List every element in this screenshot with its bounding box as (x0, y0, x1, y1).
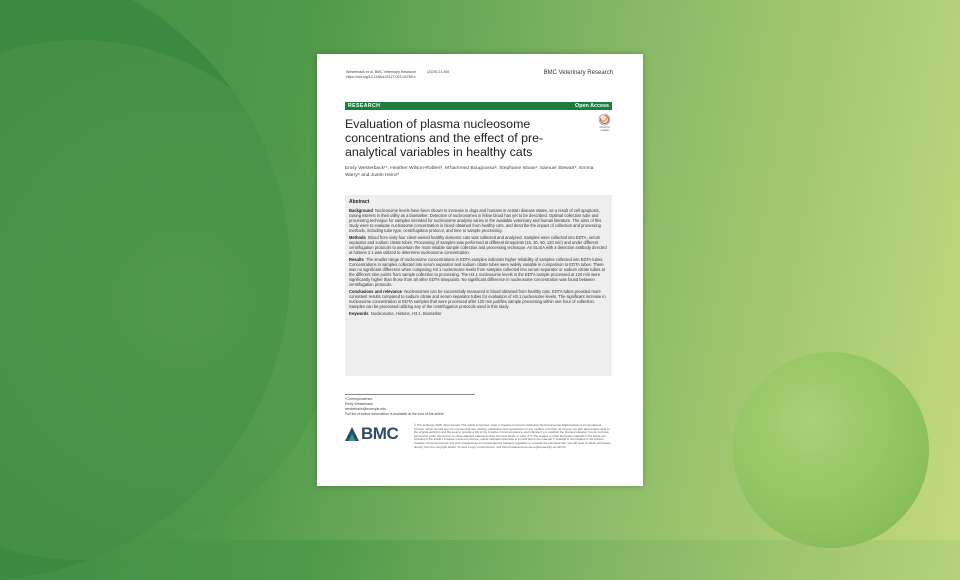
footnote-line: Full list of author information is available at the end of the article (345, 412, 444, 416)
author-list: Emily Westerback¹*, Heather Wilson-Robles², M'hammed Bougoussa³, Stephanie Istvan¹, Samuel Stewart⁴, Emma Warry⁵ and Justin Heinz² (345, 166, 594, 178)
correspondence-email[interactable]: westerback@example.edu (345, 407, 387, 411)
section-label: Keywords (349, 311, 369, 316)
abstract-methods (349, 235, 608, 255)
abstract-background (349, 208, 608, 233)
license-text: © The Author(s) 2025. Open Access This article is licensed under a Creative Commons Attribution-NonCommercial-NoDerivatives 4.0 International License, which permits any non-commercial use, sharing, distribution and reproduction in any medium or format, as long as you give appropriate credit to the original author(s) and the source, provide a link to the Creative Commons licence, and indicate if you modified the licensed material. You do not have permission under this licence to share adapted material derived from this article or parts of it. The images or other third party material in this article are included in the article's Creative Commons licence, unless indicated otherwise in a credit line to the material. If material is not included in the article's Creative Commons licence and your intended use is not permitted by statutory regulation or exceeds the permitted use, you will need to obtain permission directly from the copyright holder. To view a copy of this licence, visit http://creativecommons.org/licenses/by-nc-nd/4.0/. (414, 423, 611, 449)
bmc-logo (345, 425, 403, 443)
section-text: Blood from sixty-four client-owned healthy domestic cats was collected and analyzed. Samples were collected into EDTA, serum separator and sodium citrate tubes. Processing of samples was performed at different timepoints (15, 30, 60, 120 min) and under different centrifugation protocols to ascertain the most reliable sample collection and processing technique. An ELISA with a detection antibody directed at histone 3.1 was utilized to determine nucleosome concentration. (349, 235, 607, 255)
section-label: Background (349, 208, 373, 213)
footnote-line: *Correspondence: (345, 397, 374, 401)
section-label: Results (349, 257, 364, 262)
volume-reference: (2025) 21:355 (427, 70, 450, 74)
bmc-logo-text: BMC (361, 424, 399, 443)
citation-line: Westerback et al. BMC Veterinary Research (346, 70, 417, 74)
abstract-conclusions (349, 289, 608, 309)
background-circle-right (733, 352, 929, 548)
footnote-line: Emily Westerback (345, 402, 373, 406)
correspondence-footnote (345, 397, 444, 417)
abstract-keywords (349, 311, 608, 316)
article-page (317, 54, 643, 486)
section-text: Nucleosome levels have been shown to increase in dogs and humans in certain disease states, as a result of cell apoptosis, raising interest in their utility as a biomarker. Detection of nucleosomes in feline blood has yet to be described. Optimal collection tube and processing technique for samples intended for nucleosome analysis varies in the available veterinary and human literature. The aims of this study were to evaluate nucleosome concentration in blood obtained from healthy cats, and describe the impact of collection and processing methods, including tube type, centrifugation protocol, and time to sample processing. (349, 208, 602, 233)
check-for-updates-icon[interactable] (598, 113, 611, 126)
section-text: The smaller range of nucleosome concentrations in EDTA samples indicates higher reliability of samples collected into EDTA tubes. Concentrations in samples collected into serum separator and sodium citrate tubes were widely variable in comparison to EDTA tubes. There was no significant difference when comparing H3.1 nucleosome levels from samples collected into serum separator or sodium citrate tubes at the different time points from sample collection to processing. The H3.1 nucleosome levels in the EDTA sample processed at 120 min were significantly higher than those from all other EDTA timepoints. No significant difference in nucleosome concentration was found between centrifugation protocols. (349, 257, 605, 287)
journal-name: BMC Veterinary Research (543, 70, 613, 76)
check-for-updates-label: Check for updates (599, 126, 611, 132)
abstract-results (349, 257, 608, 287)
doi-link[interactable]: https://doi.org/10.1186/s12917-023-04785-x (346, 75, 416, 79)
bmc-logo-mark-icon (345, 427, 359, 441)
section-text: Nucleosomes can be successfully measured in blood obtained from healthy cats. EDTA tubes provided more consistent results compared to sodium citrate and serum separator tubes for evaluation of H3.1 nucleosome levels. The significant increase in nucleosome concentration in EDTA samples that were processed after 120 min justifies sample processing within one hour of collection. Samples can be processed utilizing any of the centrifugation protocols used in this study. (349, 289, 606, 309)
background-shape-left-highlight (0, 40, 340, 560)
open-access-label: Open Access (575, 103, 609, 109)
section-text: Nucleosome, Histone, H3.1, Biomarker (370, 311, 442, 316)
section-label: Methods (349, 235, 366, 240)
section-label: Conclusions and relevance (349, 289, 403, 294)
article-type-banner (345, 102, 612, 110)
abstract-box (345, 195, 612, 376)
citation (346, 70, 416, 80)
footnote-divider (345, 394, 475, 395)
abstract-heading: Abstract (349, 199, 370, 205)
article-title: Evaluation of plasma nucleosome concentrations and the effect of pre-analytical variables in healthy cats (345, 117, 544, 159)
article-type-label: RESEARCH (348, 103, 381, 109)
